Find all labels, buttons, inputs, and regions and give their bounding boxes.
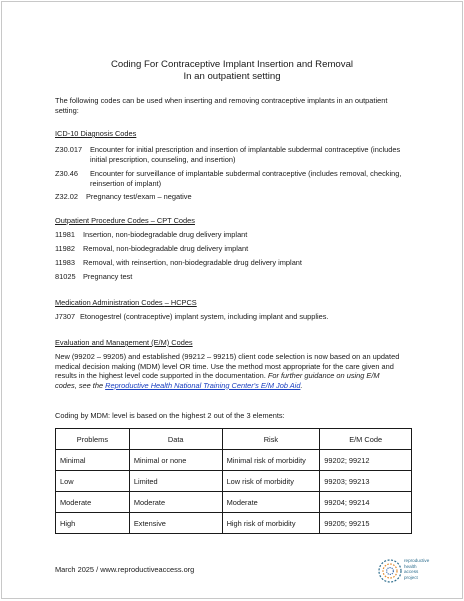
table-header-row	[56, 429, 412, 450]
icd-desc	[90, 145, 400, 164]
document-subtitle: In an outpatient setting	[183, 70, 281, 82]
em-line	[55, 381, 425, 391]
table-cell: Low risk of morbidity	[222, 471, 320, 492]
icd-code: Z30.017	[55, 145, 83, 154]
cpt-heading-suffix: – CPT Codes	[148, 216, 195, 225]
table-header-cell: E/M Code	[320, 429, 412, 450]
em-paragraph	[55, 352, 425, 390]
table-cell: Low	[56, 471, 130, 492]
cpt-desc: Insertion, non-biodegradable drug delivery implant	[83, 230, 248, 239]
hcpcs-desc: Etonogestrel (contraceptive) implant system, including implant and supplies.	[80, 312, 329, 321]
table-cell: 99205; 99215	[320, 513, 412, 534]
table-row	[56, 450, 412, 471]
table-cell: Moderate	[222, 492, 320, 513]
icd-code: Z32.02	[55, 192, 79, 201]
em-line: New (99202 – 99205) and established (99212 – 99215) client code selection is now based on an updated	[55, 352, 400, 361]
em-job-aid-link[interactable]: Reproductive Health National Training Center's E/M Job Aid	[105, 380, 301, 390]
icd-desc-line: initial prescription, counseling, and insertion)	[90, 154, 236, 164]
logo-wordmark	[404, 558, 429, 580]
logo-word: reproductive	[404, 558, 430, 563]
hcpcs-heading	[55, 298, 197, 307]
cpt-code: 11983	[55, 258, 76, 267]
em-text-italic: For further guidance on using E/M	[267, 371, 380, 381]
table-cell: Minimal	[56, 450, 130, 471]
cpt-code: 11982	[55, 244, 76, 253]
table-cell: Extensive	[129, 513, 222, 534]
table-cell: Minimal or none	[129, 450, 222, 471]
mdm-table	[55, 428, 412, 534]
icd-item	[55, 169, 422, 189]
icd-item	[55, 145, 422, 165]
document-page	[1, 1, 463, 599]
intro-line-2: setting:	[55, 105, 79, 115]
table-cell: 99202; 99212	[320, 450, 412, 471]
logo-word: project	[404, 574, 418, 580]
document-title-block	[2, 59, 462, 82]
hcpcs-code: J7307	[55, 312, 76, 321]
table-cell: 99203; 99213	[320, 471, 412, 492]
intro-line-1: The following codes can be used when inserting and removing contraceptive implants in an outpatient	[55, 96, 388, 105]
icd-code: Z30.46	[55, 169, 79, 178]
em-text-italic: .	[300, 380, 303, 390]
cpt-heading	[55, 216, 195, 225]
table-header-cell: Risk	[222, 429, 320, 450]
icd-desc-line: Encounter for initial prescription and insertion of implantable subdermal contraceptive (includes	[90, 145, 401, 154]
table-row	[56, 492, 412, 513]
cpt-code: 11981	[55, 230, 76, 239]
mdm-caption: Coding by MDM: level is based on the highest 2 out of the 3 elements:	[55, 411, 285, 420]
table-row	[56, 513, 412, 534]
table-cell: High	[56, 513, 130, 534]
logo-word: access	[404, 569, 419, 575]
logo-word: health	[404, 563, 417, 569]
table-cell: High risk of morbidity	[222, 513, 320, 534]
cpt-desc: Removal, with reinsertion, non-biodegradable drug delivery implant	[83, 258, 302, 267]
icd-desc	[86, 192, 192, 202]
hcpcs-heading-text: Medication Administration Codes	[55, 298, 165, 307]
hcpcs-heading-suffix: – HCPCS	[164, 298, 197, 307]
icd-desc-line: Pregnancy test/exam – negative	[86, 192, 192, 201]
intro-paragraph	[55, 96, 387, 115]
em-line: medical decision making (MDM) level OR time. Use the method most appropriate for the care given and	[55, 361, 394, 371]
table-header-cell: Problems	[56, 429, 130, 450]
table-cell: Moderate	[56, 492, 130, 513]
icd-heading: ICD-10 Diagnosis Codes	[55, 129, 137, 138]
table-cell: Moderate	[129, 492, 222, 513]
em-text-italic: codes, see the	[55, 380, 106, 390]
cpt-heading-text: Outpatient Procedure Codes	[55, 216, 149, 225]
cpt-desc: Removal, non-biodegradable drug delivery implant	[83, 244, 249, 253]
cpt-desc: Pregnancy test	[83, 272, 133, 281]
icd-desc-line: Encounter for surveillance of implantable subdermal contraceptive (includes removal, checking,	[90, 169, 402, 178]
em-heading: Evaluation and Management (E/M) Codes	[55, 338, 193, 347]
table-cell: Minimal risk of morbidity	[222, 450, 320, 471]
icd-desc-line: reinsertion of implant)	[90, 178, 162, 188]
footer-text: March 2025 / www.reproductiveaccess.org	[55, 565, 195, 574]
cpt-code: 81025	[55, 272, 76, 281]
em-text: results in the highest level code supported in the documentation.	[55, 371, 268, 381]
table-cell: 99204; 99214	[320, 492, 412, 513]
em-line	[55, 371, 425, 381]
icd-desc	[90, 169, 401, 188]
table-header-cell: Data	[129, 429, 222, 450]
icd-item	[55, 192, 422, 202]
table-row	[56, 471, 412, 492]
table-cell: Limited	[129, 471, 222, 492]
document-title: Coding For Contraceptive Implant Insertion and Removal	[110, 59, 354, 70]
